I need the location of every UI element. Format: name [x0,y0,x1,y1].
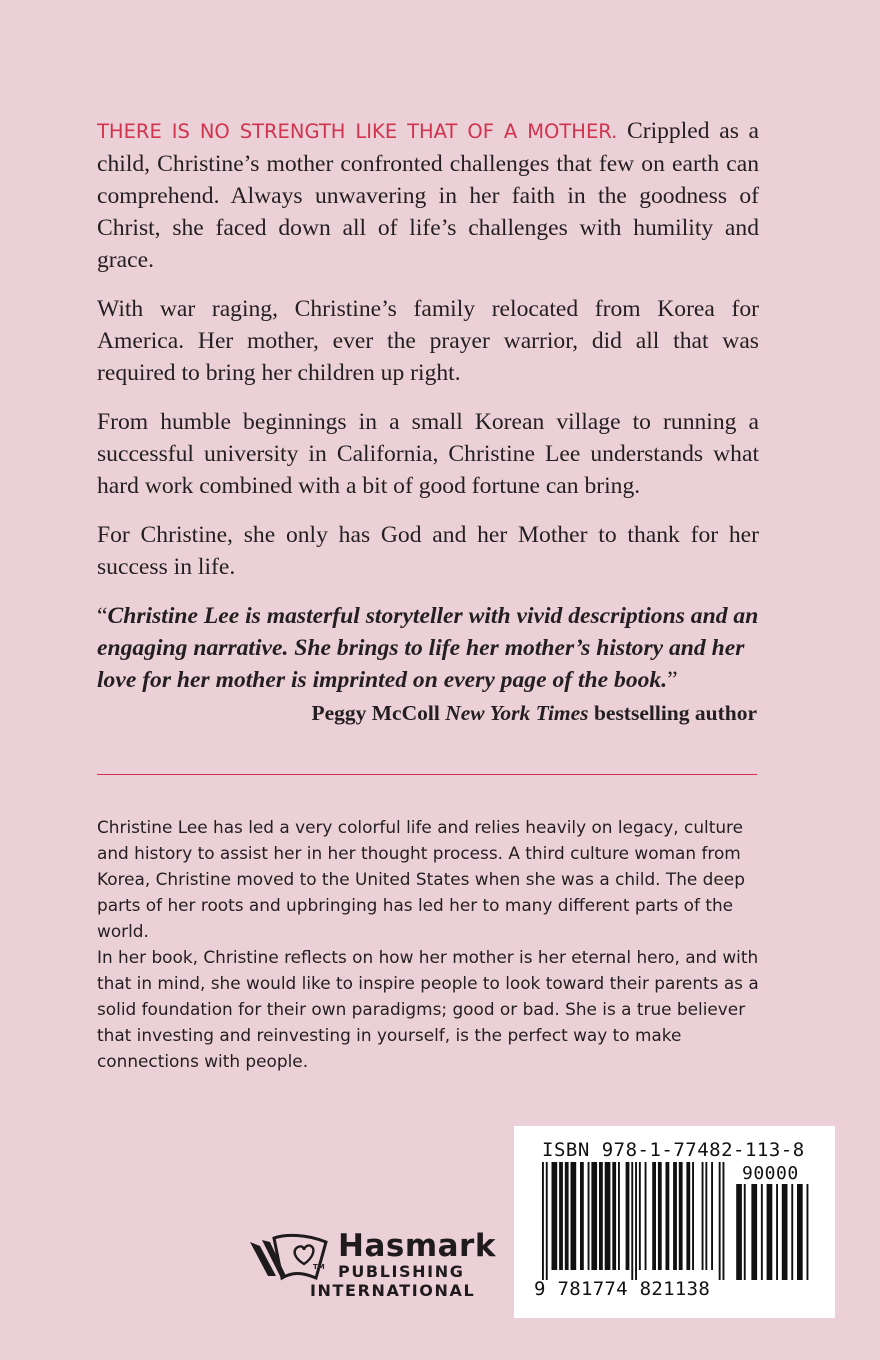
section-divider [97,774,757,775]
barcode-bar [751,1184,757,1280]
barcode-bar [776,1184,778,1280]
endorsement-quote [97,600,767,696]
barcode-bar [588,1162,590,1270]
barcode-bar [565,1162,569,1270]
barcode-bar [679,1162,683,1270]
quote-author-suffix: bestselling author [593,701,757,725]
barcode-bar [673,1162,677,1270]
barcode-bar [552,1162,558,1270]
back-cover-blurb [97,115,759,600]
barcode-bar [580,1162,584,1270]
bio-paragraph-1: Christine Lee has led a very colorful life and relies heavily on legacy, culture and history to assist her in her thought process. A third culture woman from Korea, Christine moved to the United States when she was a child. The deep parts of her roots and upbringing has led her to many different parts of the world. [97,817,745,941]
barcode-bar [571,1162,577,1270]
barcode-bar [736,1184,742,1280]
barcode-bar [686,1162,690,1270]
blurb-paragraph-1 [97,115,759,276]
barcode-bar [599,1162,603,1270]
barcode-bar [705,1162,707,1270]
barcode-bar [618,1162,620,1270]
barcode-bar [612,1162,616,1270]
barcode-bar [719,1162,721,1280]
barcode-bar [692,1162,694,1270]
isbn-barcode [514,1126,835,1318]
publisher-name: Hasmark [338,1228,496,1264]
barcode-bar [645,1162,647,1270]
barcode-bar [626,1162,630,1270]
barcode-bar [807,1184,809,1280]
barcode-bar [761,1184,763,1280]
blurb-lead-heading: THERE IS NO STRENGTH LIKE THAT OF A MOTHER. [97,120,618,143]
barcode-bar [666,1162,670,1270]
blurb-paragraph-1-text: Crippled as a child, Christine’s mother confronted challenges that few on earth can comprehend. Always unwavering in her faith in the goodness of Christ, she faced down all of life’s challenges with humility and grace. [97,118,760,273]
barcode-bar [591,1162,597,1270]
barcode-bar [605,1162,611,1270]
barcode-bar [639,1162,641,1270]
barcode-addon-number: 90000 [742,1163,799,1184]
barcode-bar [782,1184,788,1280]
barcode-bar [631,1162,633,1280]
barcode-bar [744,1184,746,1280]
bio-paragraph-2: In her book, Christine reflects on how her mother is her eternal hero, and with that in mind, she would like to inspire people to look toward their parents as a solid foundation for their own paradigms; good or bad. She is a true believer that investing and reinvesting in yourself, is the perfect way to make connections with people. [97,947,759,1071]
barcode-bar [767,1184,773,1280]
quote-close-mark: ” [667,667,678,693]
barcode-bar [559,1162,563,1270]
barcode-bar [652,1162,656,1270]
barcode-bar [542,1162,544,1280]
blurb-paragraph-4: For Christine, she only has God and her Mother to thank for her success in life. [97,522,759,580]
barcode-bar [702,1162,704,1270]
author-bio [97,814,759,1074]
barcode-bar [635,1162,637,1280]
barcode-bar [723,1162,725,1280]
isbn-label: ISBN 978-1-77482-113-8 [542,1139,805,1161]
barcode-bar [797,1184,803,1280]
blurb-paragraph-2: With war raging, Christine’s family relocated from Korea for America. Her mother, ever the prayer warrior, did all that was required to bring her children up right. [97,296,759,386]
barcode-bar [711,1162,713,1270]
quote-publication: New York Times [445,701,589,725]
quote-open-mark: “ [97,603,108,629]
trademark-mark: TM [313,1263,325,1271]
barcode-bar [791,1184,793,1280]
barcode-bar [658,1162,662,1270]
publisher-logo [246,1228,496,1302]
endorsement-attribution [311,701,757,726]
barcode-bar [546,1162,548,1280]
blurb-paragraph-3: From humble beginnings in a small Korean village to running a successful university in California, Christine Lee understands what hard work combined with a bit of good fortune can bring. [97,409,759,499]
publisher-line-2: INTERNATIONAL [310,1281,476,1300]
quote-author: Peggy McColl [311,701,440,725]
publisher-line-1: PUBLISHING [338,1262,465,1281]
quote-text: Christine Lee is masterful storyteller with vivid descriptions and an engaging narrative. She brings to life her mother’s history and her love for her mother is imprinted on every page of the book. [97,603,759,693]
barcode-ean-number: 9 781774 821138 [534,1278,711,1300]
